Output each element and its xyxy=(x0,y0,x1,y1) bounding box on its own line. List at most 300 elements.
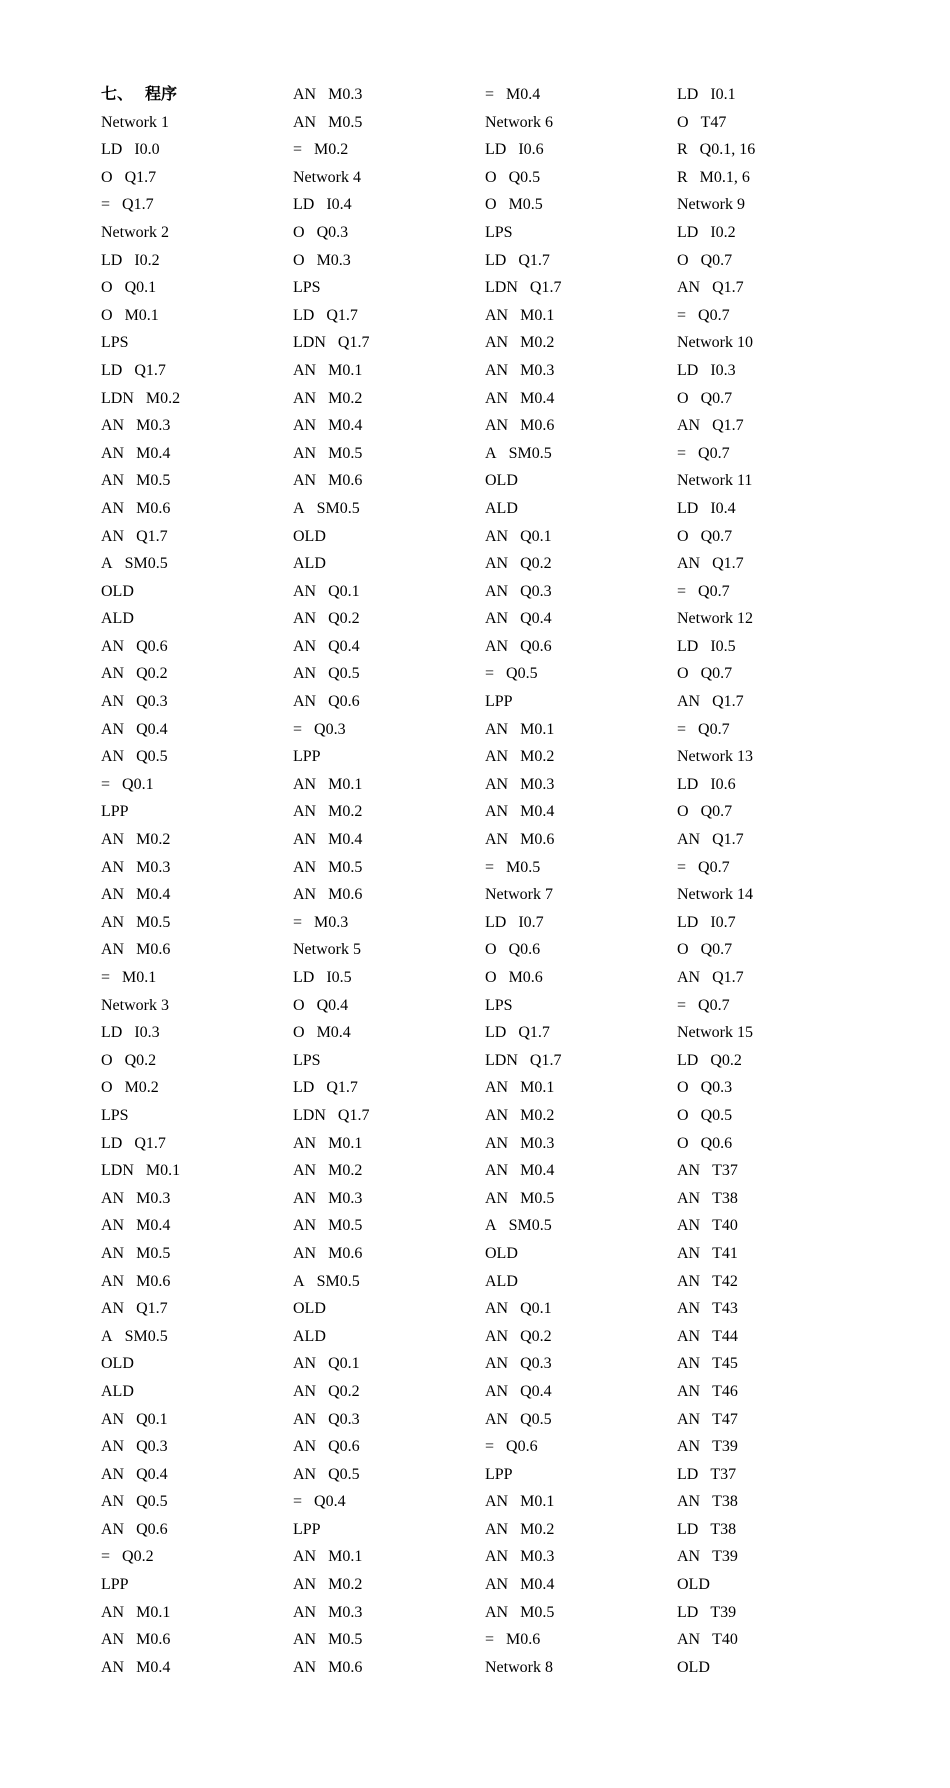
instruction-op: AN xyxy=(293,1576,317,1594)
instruction-op: AN xyxy=(293,1410,317,1428)
instruction-op: LPP xyxy=(485,1465,513,1483)
instruction-op: AN xyxy=(101,941,125,959)
instruction-operand: T39 xyxy=(712,1548,738,1566)
instruction-operand: I0.3 xyxy=(710,361,736,379)
instruction-operand: M0.3 xyxy=(520,775,555,793)
instruction-op: = xyxy=(293,720,303,738)
network-label xyxy=(485,1654,677,1682)
instruction-line xyxy=(677,1433,869,1461)
instruction-operand: M0.5 xyxy=(328,113,363,131)
network-label xyxy=(293,164,485,192)
instruction-operand: Q0.4 xyxy=(136,1465,168,1483)
instruction-op: AN xyxy=(101,527,125,545)
instruction-operand: I0.1 xyxy=(710,86,736,103)
instruction-operand: SM0.5 xyxy=(316,499,360,517)
instruction-op: AN xyxy=(293,361,317,379)
instruction-op: AN xyxy=(101,1217,125,1235)
instruction-operand: I0.4 xyxy=(710,499,736,517)
instruction-line xyxy=(101,1516,293,1544)
instruction-op: LDN xyxy=(101,1162,134,1180)
instruction-op: = xyxy=(293,913,303,931)
instruction-line xyxy=(485,660,677,688)
instruction-line xyxy=(293,605,485,633)
instruction-operand: M0.4 xyxy=(520,1162,555,1180)
network-label xyxy=(101,992,293,1020)
instruction-op: AN xyxy=(677,555,701,573)
instruction-op: AN xyxy=(293,1244,317,1262)
instruction-op: AN xyxy=(101,1244,125,1262)
instruction-op: AN xyxy=(101,831,125,849)
instruction-operand: T40 xyxy=(712,1217,738,1235)
instruction-op: = xyxy=(485,86,495,103)
instruction-op: AN xyxy=(293,1355,317,1373)
instruction-operand: M0.5 xyxy=(328,858,363,876)
instruction-operand: M0.6 xyxy=(136,1631,171,1649)
instruction-operand: Q0.2 xyxy=(328,1382,360,1400)
instruction-operand: Q1.7 xyxy=(136,1300,168,1318)
instruction-op: O xyxy=(677,941,689,959)
instruction-line xyxy=(101,743,293,771)
instruction-op: O xyxy=(677,527,689,545)
instruction-line xyxy=(485,219,677,247)
instruction-op: AN xyxy=(677,1162,701,1180)
instruction-op: AN xyxy=(485,1548,509,1566)
instruction-line xyxy=(485,440,677,468)
instruction-operand: Q0.4 xyxy=(136,720,168,738)
instruction-op: AN xyxy=(485,1520,509,1538)
instruction-line xyxy=(101,329,293,357)
instruction-op: LD xyxy=(485,913,507,931)
instruction-operand: Q0.6 xyxy=(700,1134,733,1152)
instruction-op: O xyxy=(677,1134,689,1152)
instruction-line xyxy=(101,440,293,468)
instruction-op: LD xyxy=(101,141,123,159)
instruction-op: AN xyxy=(485,1327,509,1345)
instruction-op: = xyxy=(677,996,687,1014)
instruction-operand: M0.1 xyxy=(520,306,555,324)
instruction-operand: Q1.7 xyxy=(518,251,550,269)
instruction-operand: M0.5 xyxy=(136,1244,171,1262)
instruction-line xyxy=(293,1240,485,1268)
instruction-op: = xyxy=(293,1493,303,1511)
instruction-line xyxy=(293,1185,485,1213)
instruction-line xyxy=(677,385,869,413)
network-label xyxy=(677,743,869,771)
instruction-line xyxy=(293,1212,485,1240)
instruction-op: LD xyxy=(293,969,315,986)
instruction-op: LPS xyxy=(101,334,129,352)
instruction-op: AN xyxy=(677,279,701,297)
instruction-op: ALD xyxy=(101,610,134,628)
instruction-operand: Q0.7 xyxy=(700,803,733,821)
instruction-operand: M0.6 xyxy=(136,1272,171,1290)
instruction-line xyxy=(485,274,677,302)
instruction-op: = xyxy=(485,858,495,876)
instruction-line xyxy=(485,1074,677,1102)
instruction-operand: SM0.5 xyxy=(508,1217,552,1235)
instruction-operand: T40 xyxy=(712,1631,738,1649)
instruction-op: AN xyxy=(293,1217,317,1235)
instruction-line xyxy=(485,1488,677,1516)
instruction-line xyxy=(293,1433,485,1461)
instruction-operand: M0.6 xyxy=(328,472,363,490)
instruction-op: AN xyxy=(101,693,125,711)
instruction-operand: Q0.7 xyxy=(698,306,730,324)
instruction-operand: Q0.3 xyxy=(700,1079,733,1097)
instruction-op: AN xyxy=(677,693,701,711)
instruction-line xyxy=(101,302,293,330)
instruction-op: AN xyxy=(101,1631,125,1649)
instruction-line xyxy=(101,1185,293,1213)
instruction-line xyxy=(293,1599,485,1627)
network-label xyxy=(101,219,293,247)
instruction-op: AN xyxy=(485,1162,509,1180)
instruction-line xyxy=(293,440,485,468)
instruction-operand: M0.3 xyxy=(520,361,555,379)
instruction-op: LPP xyxy=(101,803,129,821)
instruction-op: ALD xyxy=(485,499,518,517)
instruction-operand: M0.4 xyxy=(316,1024,351,1042)
section-heading xyxy=(101,81,293,109)
instruction-operand: Q1.7 xyxy=(136,527,168,545)
instruction-line xyxy=(293,329,485,357)
instruction-operand: T38 xyxy=(712,1493,738,1511)
instruction-line xyxy=(485,1019,677,1047)
network-label xyxy=(485,881,677,909)
instruction-line xyxy=(293,550,485,578)
instruction-operand: T37 xyxy=(712,1162,738,1180)
instruction-op: LPS xyxy=(485,996,513,1014)
instruction-op: AN xyxy=(293,886,317,904)
instruction-line xyxy=(101,605,293,633)
instruction-line xyxy=(293,1295,485,1323)
instruction-line xyxy=(677,247,869,275)
instruction-line xyxy=(485,357,677,385)
instruction-operand: M0.3 xyxy=(520,1548,555,1566)
instruction-operand: I0.2 xyxy=(710,223,736,241)
instruction-line xyxy=(485,1130,677,1158)
instruction-op: AN xyxy=(293,858,317,876)
instruction-line xyxy=(485,1543,677,1571)
instruction-operand: Q0.7 xyxy=(698,720,730,738)
instruction-line xyxy=(293,881,485,909)
network-label xyxy=(677,191,869,219)
instruction-operand: Q1.7 xyxy=(122,196,154,214)
instruction-operand: T39 xyxy=(712,1438,738,1456)
instruction-line xyxy=(293,412,485,440)
instruction-operand: M0.6 xyxy=(328,1244,363,1262)
instruction-op: O xyxy=(485,941,497,959)
instruction-line xyxy=(101,1019,293,1047)
instruction-line xyxy=(101,467,293,495)
instruction-op: AN xyxy=(677,1300,701,1318)
instruction-line xyxy=(677,550,869,578)
instruction-operand: Q1.7 xyxy=(337,334,370,352)
instruction-operand: Q0.6 xyxy=(136,1520,168,1538)
instruction-operand: Q0.7 xyxy=(700,527,733,545)
instruction-line xyxy=(677,1378,869,1406)
instruction-line xyxy=(101,523,293,551)
instruction-op: AN xyxy=(485,417,509,435)
instruction-op: = xyxy=(677,720,687,738)
instruction-op: AN xyxy=(293,1548,317,1566)
instruction-line xyxy=(293,1157,485,1185)
instruction-operand: Q1.7 xyxy=(712,279,744,297)
instruction-line xyxy=(677,164,869,192)
instruction-op: O xyxy=(677,665,689,683)
instruction-line xyxy=(293,1406,485,1434)
instruction-op: AN xyxy=(293,389,317,407)
instruction-line xyxy=(293,1102,485,1130)
instruction-op: AN xyxy=(293,417,317,435)
instruction-op: AN xyxy=(485,1300,509,1318)
instruction-line xyxy=(485,743,677,771)
instruction-line xyxy=(293,1571,485,1599)
instruction-operand: M0.5 xyxy=(328,1631,363,1649)
network-name: Network 4 xyxy=(293,168,361,186)
instruction-op: OLD xyxy=(293,527,326,545)
instruction-line xyxy=(485,191,677,219)
instruction-line xyxy=(485,1461,677,1489)
instruction-operand: M0.5 xyxy=(328,444,363,462)
instruction-operand: M0.4 xyxy=(520,803,555,821)
instruction-op: AN xyxy=(485,389,509,407)
instruction-line xyxy=(101,1433,293,1461)
instruction-op: AN xyxy=(485,1410,509,1428)
instruction-line xyxy=(485,1047,677,1075)
instruction-line xyxy=(293,854,485,882)
instruction-operand: SM0.5 xyxy=(316,1272,360,1290)
instruction-line xyxy=(293,1626,485,1654)
network-name: Network 5 xyxy=(293,941,361,959)
instruction-line xyxy=(293,136,485,164)
instruction-operand: Q0.7 xyxy=(700,941,733,959)
instruction-operand: Q1.7 xyxy=(529,279,562,297)
instruction-op: AN xyxy=(101,1658,125,1676)
instruction-operand: M0.6 xyxy=(328,886,363,904)
instruction-operand: M0.3 xyxy=(314,913,349,931)
instruction-operand: M0.1 xyxy=(328,1134,363,1152)
instruction-operand: Q1.7 xyxy=(518,1024,550,1042)
network-label xyxy=(677,605,869,633)
instruction-op: AN xyxy=(293,1134,317,1152)
instruction-op: LD xyxy=(677,1051,699,1069)
instruction-op: AN xyxy=(485,555,509,573)
instruction-line xyxy=(677,826,869,854)
instruction-operand: Q0.4 xyxy=(316,996,349,1014)
instruction-op: AN xyxy=(485,1493,509,1511)
instruction-line xyxy=(485,136,677,164)
instruction-operand: M0.2 xyxy=(328,803,363,821)
instruction-op: AN xyxy=(485,306,509,324)
instruction-operand: Q0.6 xyxy=(136,637,168,655)
instruction-op: OLD xyxy=(677,1576,710,1594)
instruction-line xyxy=(677,1157,869,1185)
instruction-op: AN xyxy=(293,610,317,628)
instruction-operand: M0.4 xyxy=(136,444,171,462)
instruction-op: O xyxy=(677,113,689,131)
heading-number: 七、 xyxy=(101,86,134,103)
instruction-operand: T42 xyxy=(712,1272,738,1290)
instruction-op: AN xyxy=(677,1438,701,1456)
instruction-line xyxy=(485,1295,677,1323)
instruction-op: AN xyxy=(101,1493,125,1511)
instruction-line xyxy=(293,357,485,385)
instruction-line xyxy=(485,1323,677,1351)
instruction-operand: Q0.1 xyxy=(520,527,552,545)
instruction-operand: M0.1 xyxy=(520,720,555,738)
instruction-op: AN xyxy=(101,913,125,931)
instruction-line xyxy=(293,1047,485,1075)
instruction-line xyxy=(677,1240,869,1268)
instruction-op: AN xyxy=(293,1658,317,1676)
instruction-operand: M0.6 xyxy=(136,941,171,959)
instruction-line xyxy=(101,1268,293,1296)
instruction-op: LPS xyxy=(293,279,321,297)
instruction-line xyxy=(485,523,677,551)
instruction-op: = xyxy=(101,1548,111,1566)
instruction-op: O xyxy=(677,1106,689,1124)
instruction-line xyxy=(101,1654,293,1682)
instruction-line xyxy=(677,81,869,109)
instruction-op: LD xyxy=(293,306,315,324)
instruction-line xyxy=(677,909,869,937)
instruction-op: AN xyxy=(677,1327,701,1345)
instruction-op: O xyxy=(293,251,305,269)
instruction-operand: Q0.3 xyxy=(328,1410,360,1428)
instruction-line xyxy=(101,1378,293,1406)
instruction-operand: M0.5 xyxy=(136,472,171,490)
instruction-line xyxy=(485,771,677,799)
instruction-operand: Q0.7 xyxy=(700,665,733,683)
instruction-op: AN xyxy=(293,582,317,600)
instruction-operand: SM0.5 xyxy=(124,555,168,573)
network-name: Network 7 xyxy=(485,886,553,904)
instruction-line xyxy=(677,1543,869,1571)
instruction-op: O xyxy=(293,1024,305,1042)
instruction-op: AN xyxy=(677,1217,701,1235)
instruction-op: AN xyxy=(677,1272,701,1290)
instruction-operand: Q1.7 xyxy=(337,1106,370,1124)
instruction-line xyxy=(677,1323,869,1351)
instruction-op: O xyxy=(101,279,113,297)
instruction-line xyxy=(101,495,293,523)
instruction-operand: M0.5 xyxy=(508,196,543,214)
instruction-operand: M0.2 xyxy=(520,334,555,352)
instruction-op: AN xyxy=(101,1520,125,1538)
instruction-operand: Q0.1, 16 xyxy=(699,141,756,159)
instruction-op: AN xyxy=(293,1162,317,1180)
instruction-op: AN xyxy=(485,1576,509,1594)
instruction-op: A xyxy=(293,499,305,517)
instruction-op: AN xyxy=(485,361,509,379)
instruction-line xyxy=(293,467,485,495)
instruction-op: O xyxy=(677,251,689,269)
instruction-operand: Q0.6 xyxy=(328,693,360,711)
instruction-operand: Q1.7 xyxy=(712,831,744,849)
instruction-op: AN xyxy=(101,472,125,490)
instruction-line xyxy=(101,1047,293,1075)
instruction-line xyxy=(293,826,485,854)
instruction-operand: T43 xyxy=(712,1300,738,1318)
instruction-operand: Q0.2 xyxy=(710,1051,742,1069)
instruction-line xyxy=(293,688,485,716)
instruction-operand: M0.5 xyxy=(328,1217,363,1235)
instruction-op: AN xyxy=(293,1189,317,1207)
instruction-op: AN xyxy=(485,1603,509,1621)
instruction-operand: Q1.7 xyxy=(712,555,744,573)
instruction-line xyxy=(485,854,677,882)
instruction-line xyxy=(677,1626,869,1654)
instruction-op: LD xyxy=(677,1520,699,1538)
instruction-operand: M0.2 xyxy=(520,1106,555,1124)
instruction-op: AN xyxy=(677,1548,701,1566)
instruction-op: O xyxy=(677,1079,689,1097)
instruction-operand: Q0.1 xyxy=(124,279,157,297)
instruction-operand: M0.1 xyxy=(124,306,159,324)
instruction-operand: M0.2 xyxy=(328,389,363,407)
instruction-op: AN xyxy=(677,1244,701,1262)
instruction-op: AN xyxy=(293,803,317,821)
instruction-line xyxy=(485,1406,677,1434)
instruction-op: LDN xyxy=(293,334,326,352)
instruction-op: AN xyxy=(293,775,317,793)
instruction-line xyxy=(101,274,293,302)
instruction-op: AN xyxy=(101,886,125,904)
instruction-op: AN xyxy=(101,1603,125,1621)
instruction-operand: M0.1 xyxy=(328,361,363,379)
instruction-line xyxy=(101,550,293,578)
network-name: Network 10 xyxy=(677,334,753,352)
instruction-line xyxy=(293,191,485,219)
column-1 xyxy=(101,81,293,1681)
network-name: Network 14 xyxy=(677,886,753,904)
instruction-op: LPS xyxy=(293,1051,321,1069)
instruction-op: AN xyxy=(677,1493,701,1511)
instruction-line xyxy=(485,164,677,192)
instruction-operand: Q0.5 xyxy=(508,168,541,186)
instruction-op: OLD xyxy=(101,1355,134,1373)
instruction-line xyxy=(101,1461,293,1489)
instruction-operand: SM0.5 xyxy=(124,1327,168,1345)
instruction-line xyxy=(485,329,677,357)
instruction-line xyxy=(293,219,485,247)
instruction-line xyxy=(485,578,677,606)
instruction-operand: Q0.2 xyxy=(124,1051,157,1069)
instruction-operand: I0.5 xyxy=(710,637,736,655)
instruction-op: AN xyxy=(485,610,509,628)
instruction-op: AN xyxy=(293,86,317,103)
instruction-operand: I0.7 xyxy=(518,913,544,931)
instruction-op: AN xyxy=(293,1438,317,1456)
instruction-line xyxy=(293,771,485,799)
instruction-operand: Q1.7 xyxy=(712,969,744,986)
instruction-line xyxy=(485,1240,677,1268)
instruction-op: AN xyxy=(485,1134,509,1152)
instruction-op: O xyxy=(677,389,689,407)
instruction-operand: M0.1 xyxy=(122,969,157,986)
instruction-operand: Q1.7 xyxy=(134,361,166,379)
instruction-line xyxy=(293,743,485,771)
instruction-op: = xyxy=(101,969,111,986)
instruction-operand: M0.1 xyxy=(328,775,363,793)
instruction-line xyxy=(677,660,869,688)
instruction-operand: Q1.7 xyxy=(326,1079,358,1097)
instruction-op: A xyxy=(485,444,497,462)
instruction-line xyxy=(101,247,293,275)
instruction-op: AN xyxy=(293,831,317,849)
instruction-operand: M0.3 xyxy=(328,86,363,103)
